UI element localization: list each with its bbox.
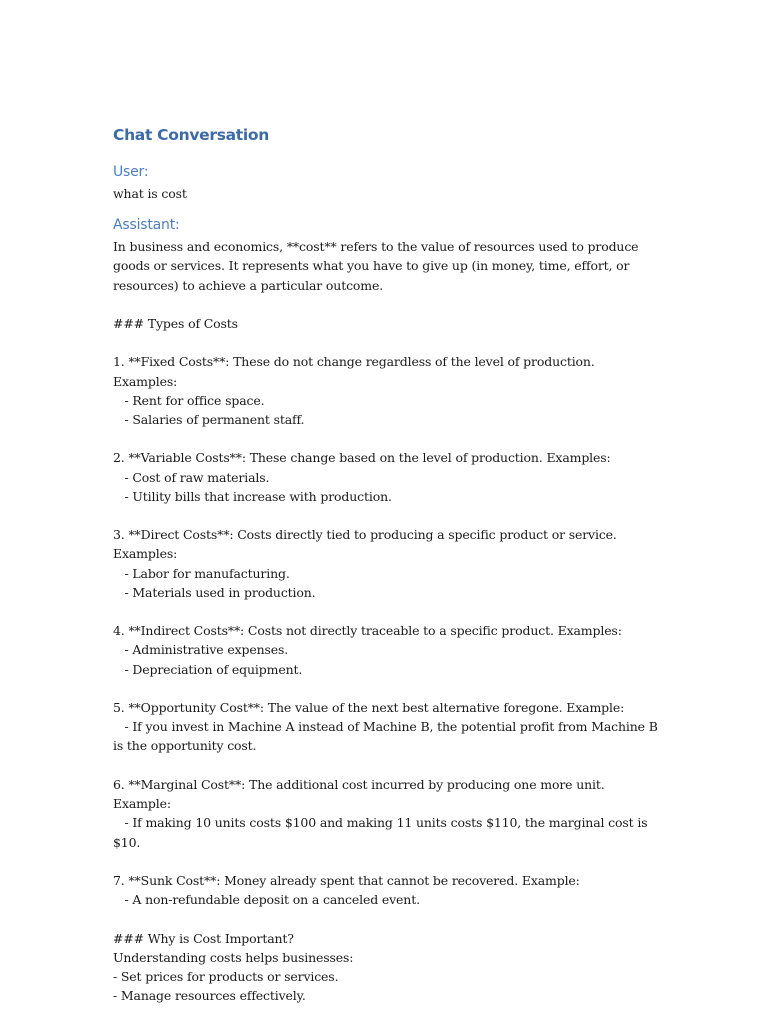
- page-title: Chat Conversation: [113, 126, 269, 144]
- assistant-message: In business and economics, **cost** refers to the value of resources used to produce goods or services. It represents what you have to give up (in money, time, effort, or resources) to achieve a particular outcome. ### Types of Costs 1. **Fixed Costs**: These do not change regardless of the level of production. Examples: - Rent for office space. - Salaries of permanent staff. 2. **Variable Costs**: These change based on the level of production. Examples: - Cost of raw materials. - Utility bills that increase with production. 3. **Direct Costs**: Costs directly tied to producing a specific product or service. Examples: - Labor for manufacturing. - Materials used in production. 4. **Indirect Costs**: Costs not directly traceable to a specific product. Examples: - Administrative expenses. - Depreciation of equipment. 5. **Opportunity Cost**: The value of the next best alternative foregone. Example: - If you invest in Machine A instead of Machine B, the potential profit from Machine B is the opportunity cost. 6. **Marginal Cost**: The additional cost incurred by producing one more unit. Example: - If making 10 units costs $100 and making 11 units costs $110, the marginal cost is $10. 7. **Sunk Cost**: Money already spent that cannot be recovered. Example: - A non-refundable deposit on a canceled event. ### Why is Cost Important? Understanding costs helps businesses: - Set prices for products or services. - Manage resources effectively.: [113, 239, 658, 1004]
- user-speaker-label: User:: [113, 164, 149, 180]
- document-page: [113, 124, 658, 1005]
- assistant-speaker-label: Assistant:: [113, 217, 180, 234]
- user-message: what is cost: [113, 186, 187, 201]
